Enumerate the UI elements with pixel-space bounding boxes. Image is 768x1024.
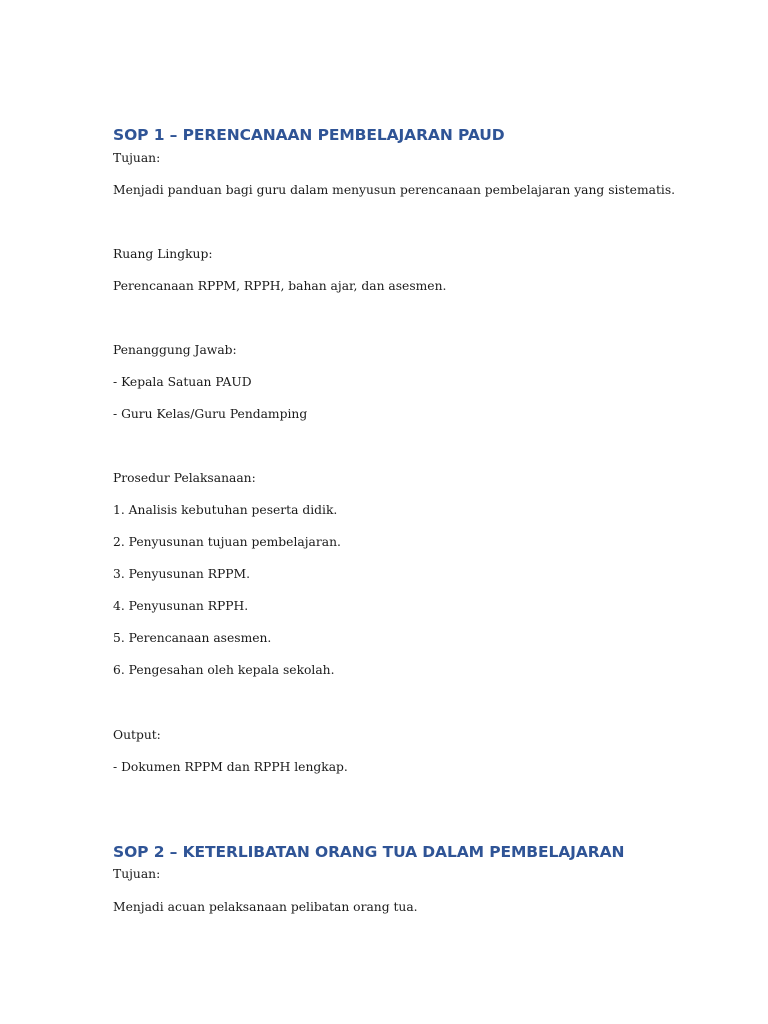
sop2-tujuan-text: Menjadi acuan pelaksanaan pelibatan orang tua. (113, 900, 418, 914)
sop2-title: SOP 2 – KETERLIBATAN ORANG TUA DALAM PEMBELAJARAN (113, 843, 625, 861)
sop2-tujuan-label: Tujuan: (113, 867, 161, 881)
sop1-prosedur-label: Prosedur Pelaksanaan: (113, 471, 256, 485)
sop1-pj-item: - Kepala Satuan PAUD (113, 375, 252, 389)
sop1-output-label: Output: (113, 728, 161, 742)
sop1-pj-item: - Guru Kelas/Guru Pendamping (113, 407, 308, 421)
sop1-prosedur-item: 1. Analisis kebutuhan peserta didik. (113, 503, 338, 517)
sop1-prosedur-item: 2. Penyusunan tujuan pembelajaran. (113, 535, 341, 549)
sop1-tujuan-label: Tujuan: (113, 151, 161, 165)
sop1-title: SOP 1 – PERENCANAAN PEMBELAJARAN PAUD (113, 126, 505, 144)
sop1-output-item: - Dokumen RPPM dan RPPH lengkap. (113, 760, 348, 774)
sop1-prosedur-item: 3. Penyusunan RPPM. (113, 567, 251, 581)
sop1-prosedur-item: 5. Perencanaan asesmen. (113, 631, 272, 645)
sop1-ruang-label: Ruang Lingkup: (113, 247, 213, 261)
sop1-tujuan-text: Menjadi panduan bagi guru dalam menyusun perencanaan pembelajaran yang sistematis. (113, 183, 676, 197)
sop1-pj-label: Penanggung Jawab: (113, 343, 237, 357)
sop1-prosedur-item: 4. Penyusunan RPPH. (113, 599, 249, 613)
sop1-prosedur-item: 6. Pengesahan oleh kepala sekolah. (113, 663, 335, 677)
sop1-ruang-text: Perencanaan RPPM, RPPH, bahan ajar, dan asesmen. (113, 279, 447, 293)
